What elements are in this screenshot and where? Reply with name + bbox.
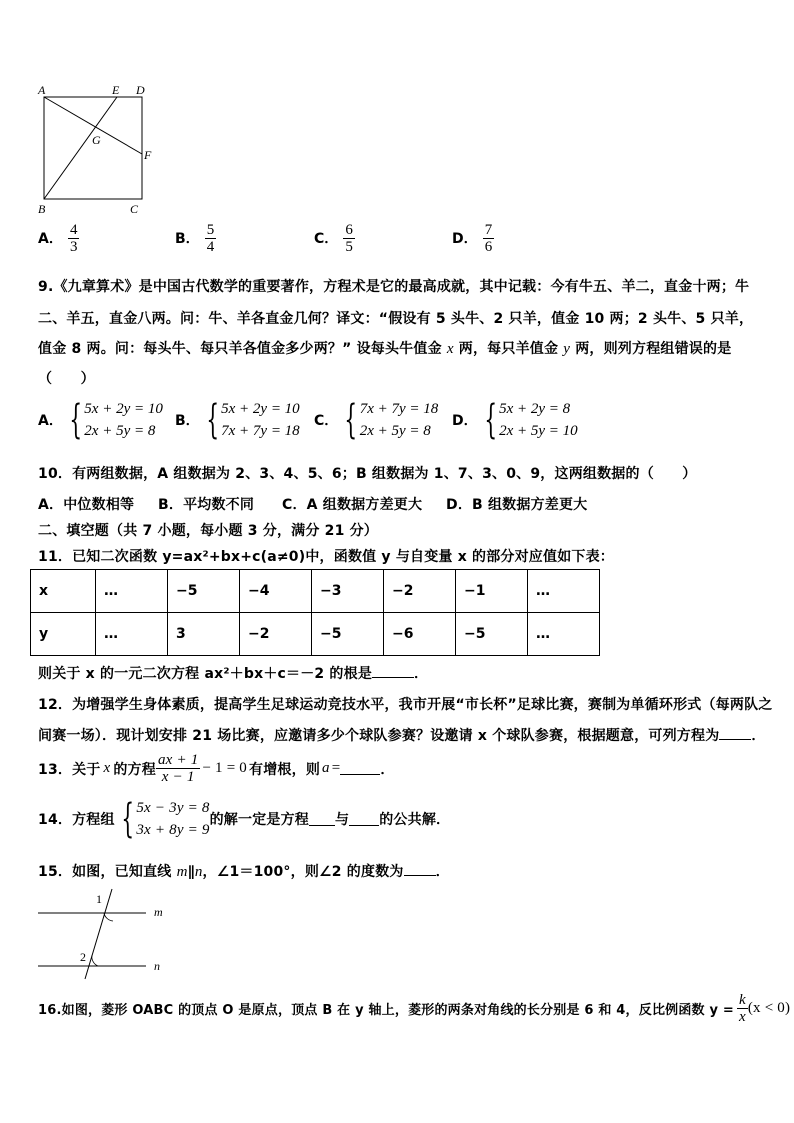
table-cell: x xyxy=(31,570,96,613)
equation-system xyxy=(175,398,300,442)
equation-system xyxy=(314,398,438,442)
q9-text: 值金 8 两。问：每头牛、每只羊各值金多少两？” 设每头牛值金 xyxy=(38,341,442,357)
brace: { xyxy=(483,397,497,443)
table-cell: −4 xyxy=(240,570,312,613)
option-label: B． xyxy=(175,231,200,247)
q9-option-b xyxy=(175,398,300,442)
period: ． xyxy=(414,666,429,682)
q8-option-c xyxy=(314,222,355,255)
table-row-x xyxy=(31,570,600,613)
numerator: 5 xyxy=(206,222,215,238)
q9-line3 xyxy=(38,338,731,358)
fraction xyxy=(737,992,748,1025)
denominator: x − 1 xyxy=(161,769,195,785)
equation-system xyxy=(452,398,578,442)
answer-blank[interactable] xyxy=(349,813,379,826)
q9-text: 两，每只羊值金 xyxy=(458,341,559,357)
var-x: x xyxy=(446,341,454,357)
q15-text: 15．如图，已知直线 xyxy=(38,864,172,880)
angle-1-arc xyxy=(104,913,113,921)
fraction xyxy=(343,222,355,255)
q10-option-d: D．B 组数据方差更大 xyxy=(446,497,588,513)
answer-blank[interactable] xyxy=(404,863,436,876)
fraction xyxy=(68,222,80,255)
q11-after-text: 则关于 x 的一元二次方程 ax²＋bx＋c＝－2 的根是 xyxy=(38,666,373,682)
brace: { xyxy=(69,397,82,443)
equation: 5x + 2y = 10 xyxy=(84,401,163,417)
value-table xyxy=(30,569,600,656)
table-cell: −1 xyxy=(456,570,528,613)
equation: 2x + 5y = 8 xyxy=(84,423,156,439)
table-cell: −5 xyxy=(456,613,528,656)
q8-option-b xyxy=(175,222,216,255)
q12-line1: 12．为增强学生身体素质，提高学生足球运动竞技水平，我市开展“市长杯”足球比赛，赛制为单循环形式（每两队之 xyxy=(38,697,773,713)
equation: 2x + 5y = 10 xyxy=(499,423,578,439)
equation: 5x + 2y = 10 xyxy=(221,401,300,417)
table-cell: … xyxy=(528,570,600,613)
equation: 5x − 3y = 8 xyxy=(136,800,210,816)
var-m: m xyxy=(176,864,188,880)
answer-blank[interactable] xyxy=(719,727,751,740)
q10-text: 10．有两组数据，A 组数据为 2、3、4、5、6；B 组数据为 1、7、3、0、9，这两组数据的（ ） xyxy=(38,466,697,482)
var-y: y xyxy=(563,341,571,357)
q13-text: 有增根，则 xyxy=(249,761,321,778)
q8-option-a xyxy=(38,222,79,255)
var-n: n xyxy=(194,864,203,880)
q9-option-c xyxy=(314,398,438,442)
table-cell: … xyxy=(528,613,600,656)
q9-option-a xyxy=(38,398,163,442)
numerator: 4 xyxy=(69,222,78,238)
denominator: 5 xyxy=(345,239,353,255)
equation: 2x + 5y = 8 xyxy=(359,423,431,439)
table-cell: … xyxy=(96,570,168,613)
label-b: B xyxy=(38,202,46,216)
q14 xyxy=(38,797,450,841)
numerator: 7 xyxy=(484,222,493,238)
table-cell: −2 xyxy=(240,613,312,656)
equation: 5x + 2y = 8 xyxy=(499,401,571,417)
brace: { xyxy=(121,796,134,842)
q15 xyxy=(38,861,450,881)
equation: 3x + 8y = 9 xyxy=(136,822,210,838)
segment-be xyxy=(44,97,117,199)
q13 xyxy=(38,752,395,785)
label-d: D xyxy=(136,83,145,97)
option-label: D． xyxy=(452,231,478,247)
table-cell: −6 xyxy=(384,613,456,656)
q13-text: 13．关于 xyxy=(38,761,101,778)
table-cell: −5 xyxy=(312,613,384,656)
q9-line1: 9.《九章算术》是中国古代数学的重要著作，方程术是它的最高成就，其中记载：今有牛五、羊二，直金十两；牛 xyxy=(38,279,750,295)
label-angle-2: 2 xyxy=(80,950,86,964)
q12-line2 xyxy=(38,725,766,745)
label-g: G xyxy=(92,133,101,147)
q11-after xyxy=(38,663,428,683)
q14-text: 与 xyxy=(335,812,350,828)
q10-option-a: A．中位数相等 xyxy=(38,497,135,513)
q10-option-c: C．A 组数据方差更大 xyxy=(282,497,423,513)
q14-text: 的公共解． xyxy=(379,812,451,828)
option-label: A． xyxy=(38,413,63,429)
numerator: 6 xyxy=(345,222,353,238)
denominator: 3 xyxy=(69,239,78,255)
angle-2-arc xyxy=(92,955,98,966)
equals-sign: = xyxy=(331,760,341,776)
label-c: C xyxy=(130,202,139,216)
table-cell: 3 xyxy=(168,613,240,656)
label-e: E xyxy=(112,83,120,97)
var-x: x xyxy=(103,760,111,776)
q8-option-d xyxy=(452,222,494,255)
parallel-lines-figure xyxy=(30,885,180,980)
answer-blank[interactable] xyxy=(309,813,335,826)
q13-text: 的方程 xyxy=(113,761,156,778)
equation-system xyxy=(115,797,210,841)
q14-text: 的解一定是方程 xyxy=(209,812,310,828)
label-n: n xyxy=(154,959,160,973)
square-abcd xyxy=(44,97,142,199)
q9-option-d xyxy=(452,398,578,442)
square-figure xyxy=(30,82,170,217)
label-f: F xyxy=(144,148,152,162)
option-label: A． xyxy=(38,231,63,247)
period: ． xyxy=(435,864,450,880)
table-cell: −5 xyxy=(168,570,240,613)
q15-text: ，∠1＝100°，则∠2 的度数为 xyxy=(202,864,404,880)
equation-system xyxy=(38,398,163,442)
q10-option-b: B．平均数不同 xyxy=(158,497,255,513)
equation: − 1 = 0 xyxy=(202,760,248,776)
denominator: 4 xyxy=(206,239,215,255)
brace: { xyxy=(344,397,358,443)
table-cell: −3 xyxy=(312,570,384,613)
q9-text: 两，则列方程组错误的是 xyxy=(575,341,732,357)
option-label: C． xyxy=(314,413,339,429)
fraction xyxy=(205,222,217,255)
answer-blank[interactable] xyxy=(340,762,380,775)
parallel-sign: ∥ xyxy=(187,864,195,880)
equation: 7x + 7y = 18 xyxy=(221,423,300,439)
fraction xyxy=(156,752,200,785)
section-heading: 二、填空题（共 7 小题，每小题 3 分，满分 21 分） xyxy=(38,523,379,539)
label-m: m xyxy=(154,905,163,919)
label-angle-1: 1 xyxy=(96,892,102,906)
table-cell: y xyxy=(31,613,96,656)
label-a: A xyxy=(38,83,46,97)
equation: 7x + 7y = 18 xyxy=(359,401,439,417)
table-row-y xyxy=(31,613,600,656)
period: ． xyxy=(380,761,395,778)
q9-line4: （ ） xyxy=(38,371,95,387)
fraction xyxy=(483,222,495,255)
option-label: C． xyxy=(314,231,339,247)
brace: { xyxy=(206,397,219,443)
table-cell: −2 xyxy=(384,570,456,613)
denominator: 6 xyxy=(484,239,493,255)
q16-text: 16.如图，菱形 OABC 的顶点 O 是原点，顶点 B 在 y 轴上，菱形的两条对角线的长分别是 6 和 4，反比例函数 y = xyxy=(38,1003,734,1018)
q9-line2: 二、羊五，直金八两。问：牛、羊各直金几何？译文：“假设有 5 头牛、2 只羊，值金 10 两；2 头牛、5 只羊， xyxy=(38,311,754,327)
q14-text: 14．方程组 xyxy=(38,812,115,828)
numerator: k xyxy=(738,992,746,1008)
denominator: x xyxy=(738,1009,746,1025)
q12-text: 间赛一场）．现计划安排 21 场比赛，应邀请多少个球队参赛？设邀请 x 个球队参赛，根据题意，可列方程为 xyxy=(38,728,720,744)
period: ． xyxy=(751,728,766,744)
numerator: ax + 1 xyxy=(157,752,199,768)
option-label: B． xyxy=(175,413,200,429)
var-a: a xyxy=(322,760,330,776)
condition: (x < 0) xyxy=(747,1000,791,1016)
option-label: D． xyxy=(452,413,478,429)
table-cell: … xyxy=(96,613,168,656)
answer-blank[interactable] xyxy=(372,665,414,678)
q16 xyxy=(38,992,790,1025)
q11-text: 11．已知二次函数 y=ax²+bx+c(a≠0)中，函数值 y 与自变量 x 的部分对应值如下表： xyxy=(38,549,615,565)
